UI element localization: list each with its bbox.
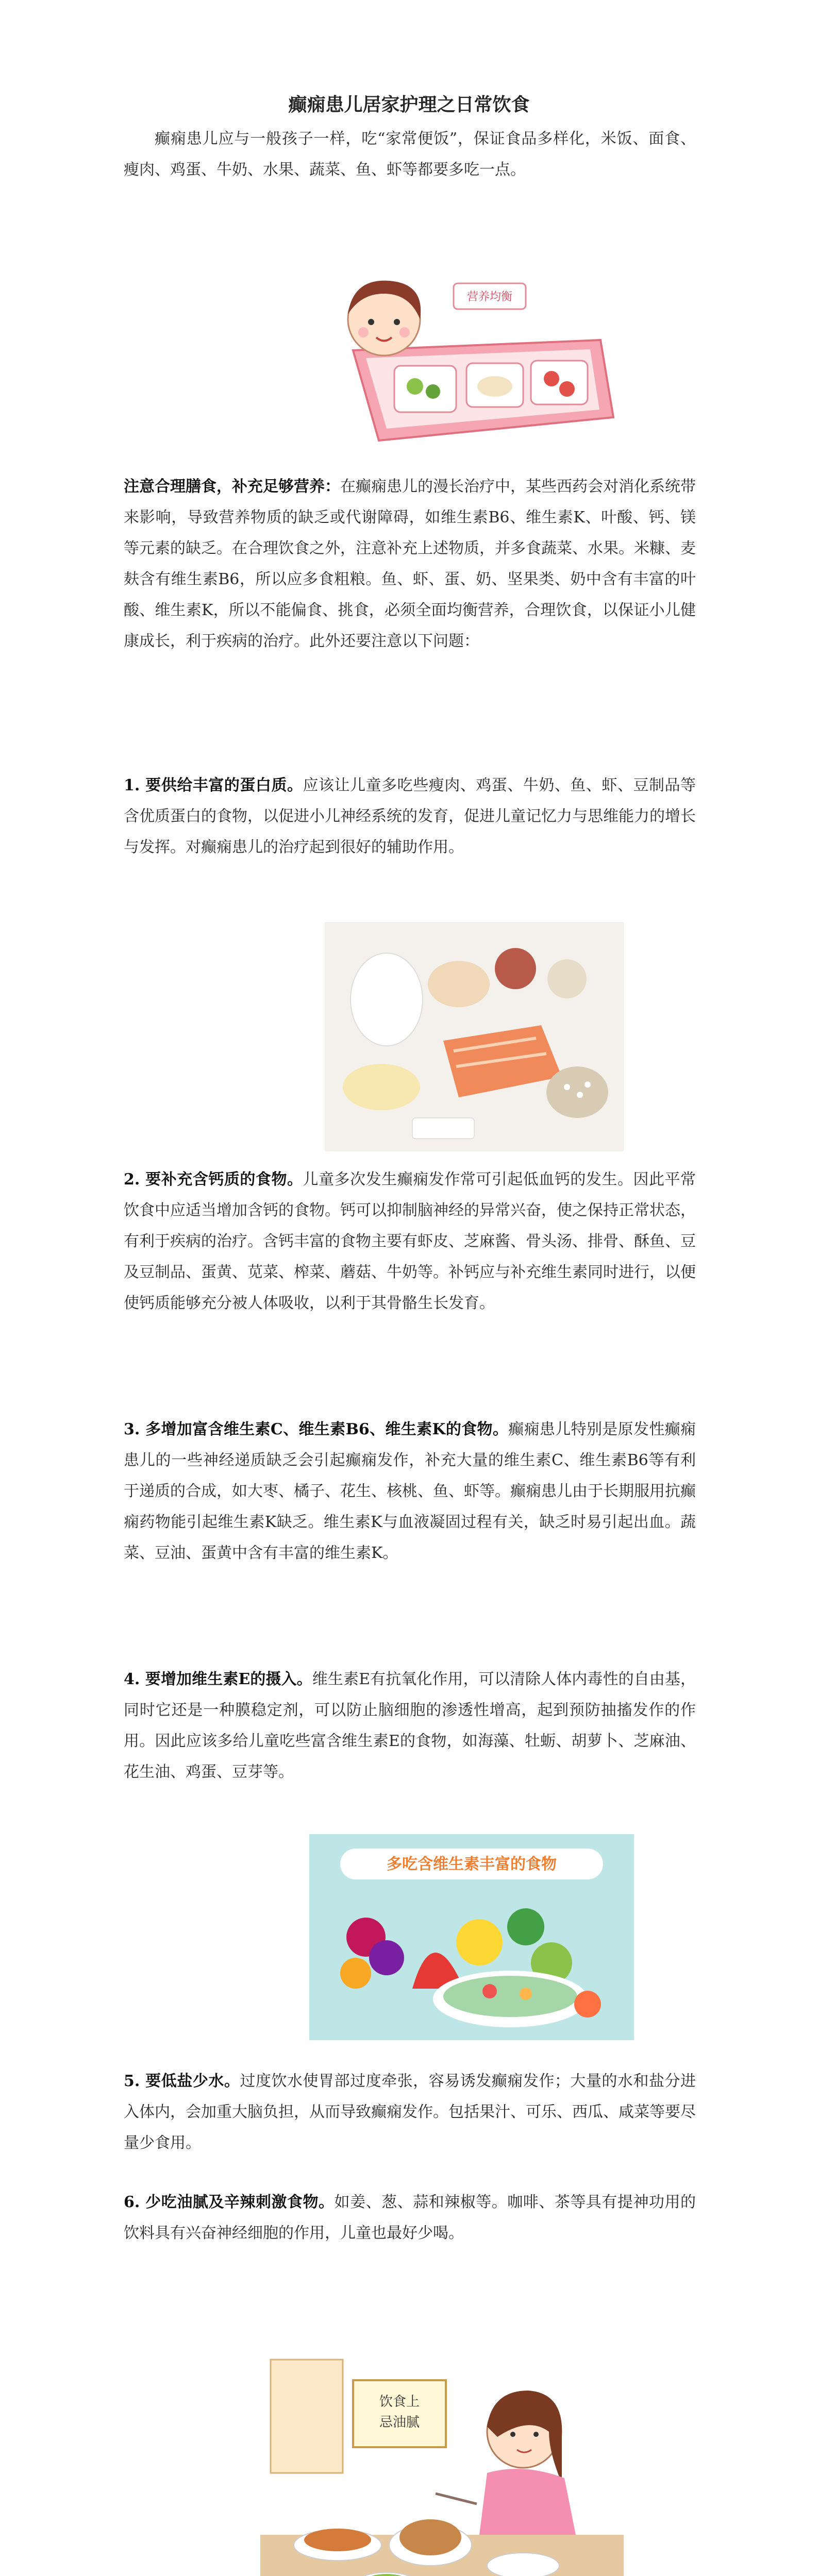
balance-paragraph (124, 471, 696, 781)
item4-paragraph (124, 1664, 696, 1850)
item5-text: 过度饮水使胃部过度牵张，容易诱发癫痫发作；大量的水和盐分进入体内，会加重大脑负担，从而导致癫痫发作。包括果汁、可乐、西瓜、咸菜等要尽量少食用。 (124, 2072, 696, 2152)
item3-paragraph (124, 1414, 696, 1631)
item6-lead: 6. 少吃油腻及辛辣刺激食物。 (124, 2193, 335, 2211)
item3-lead: 3. 多增加富含维生素C、维生素B6、维生素K的食物。 (124, 1420, 509, 1438)
item1-paragraph (124, 770, 696, 894)
item1-text: 应该让儿童多吃些瘦肉、鸡蛋、牛奶、鱼、虾、豆制品等含优质蛋白的食物，以促进小儿神经系统的发育，促进儿童记忆力与思维能力的增长与发挥。对癫痫患儿的治疗起到很好的辅助作用。 (124, 776, 696, 856)
tray-label: 营养均衡 (466, 291, 513, 303)
vitamin-foods-illustration (309, 1834, 634, 2040)
protein-foods-photo (325, 922, 624, 1151)
item3-text: 癫痫患儿特别是原发性癫痫患儿的一些神经递质缺乏会引起癫痫发作，补充大量的维生素C、维生素B6等有利于递质的合成，如大枣、橘子、花生、核桃、鱼、虾等。癫痫患儿由于长期服用抗癫痫药物能引起维生素K缺乏。维生素K与血液凝固过程有关，缺乏时易引起出血。蔬菜、豆油、蛋黄中含有丰富的维生素K。 (124, 1420, 696, 1562)
item4-lead: 4. 要增加维生素E的摄入。 (124, 1670, 312, 1688)
balance-text: 在癫痫患儿的漫长治疗中，某些西药会对消化系统带来影响，导致营养物质的缺乏或代谢障碍，如维生素B6、维生素K、叶酸、钙、镁等元素的缺乏。在合理饮食之外，注意补充上述物质，并多食蔬菜、水果。米糠、麦麸含有维生素B6，所以应多食粗粮。鱼、虾、蛋、奶、坚果类、奶中含有丰富的叶酸、维生素K，所以不能偏食、挑食，必须全面均衡营养，合理饮食，以保证小儿健康成长，利于疾病的治疗。此外还要注意以下问题： (124, 478, 696, 650)
item2-text: 儿童多次发生癫痫发作常可引起低血钙的发生。因此平常饮食中应适当增加含钙的食物。钙可以抑制脑神经的异常兴奋，使之保持正常状态，有利于疾病的治疗。含钙丰富的食物主要有虾皮、芝麻酱、骨头汤、排骨、酥鱼、豆及豆制品、蛋黄、苋菜、榨菜、蘑菇、牛奶等。补钙应与补充维生素同时进行，以便使钙质能够充分被人体吸收，以利于其骨骼生长发育。 (124, 1171, 696, 1312)
item1-lead: 1. 要供给丰富的蛋白质。 (124, 776, 303, 794)
diet-sign-line2: 忌油腻 (379, 2415, 420, 2430)
item2-lead: 2. 要补充含钙质的食物。 (124, 1171, 303, 1189)
balanced-meal-illustration (322, 263, 626, 459)
intro-paragraph: 癫痫患儿应与一般孩子一样，吃“家常便饭”，保证食品多样化，米饭、面食、瘦肉、鸡蛋、牛奶、水果、蔬菜、鱼、虾等都要多吃一点。 (124, 130, 696, 179)
item4-text: 维生素E有抗氧化作用，可以清除人体内毒性的自由基，同时它还是一种膜稳定剂，可以防止脑细胞的渗透性增高，起到预防抽搐发作的作用。因此应该多给儿童吃些富含维生素E的食物，如海藻、牡蛎、胡萝卜、芝麻油、花生油、鸡蛋、豆芽等。 (124, 1670, 696, 1781)
item6-text: 如姜、葱、蒜和辣椒等。咖啡、茶等具有提神功用的饮料具有兴奋神经细胞的作用，儿童也最好少喝。 (124, 2193, 696, 2242)
item5-lead: 5. 要低盐少水。 (124, 2072, 240, 2090)
item6-paragraph (124, 2187, 696, 2280)
item2-paragraph (124, 1164, 696, 1412)
vitamin-banner-text: 多吃含维生素丰富的食物 (387, 1855, 557, 1873)
item5-paragraph (124, 2066, 696, 2190)
balance-lead: 注意合理膳食，补充足够营养： (124, 478, 340, 496)
page-title: 癫痫患儿居家护理之日常饮食 (288, 94, 530, 115)
diet-girl-illustration (260, 2349, 624, 2576)
diet-sign-line1: 饮食上 (379, 2394, 420, 2410)
